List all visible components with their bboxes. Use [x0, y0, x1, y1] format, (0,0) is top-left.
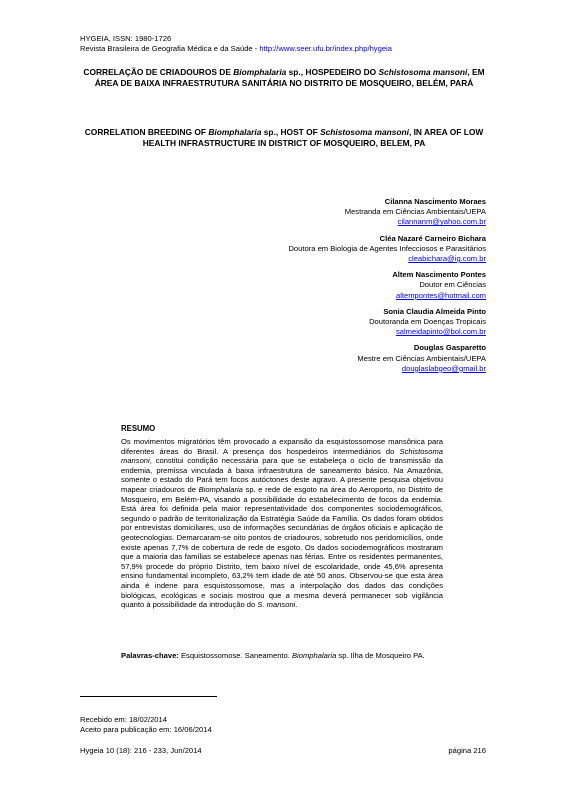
issn-line: HYGEIA, ISSN: 1980-1726 — [80, 34, 172, 43]
title-en-part: , IN AREA OF LOW HEALTH INFRASTRUCTURE IN DISTRICT OF MOSQUEIRO, BELEM, PA — [142, 127, 484, 148]
author-role: Mestranda em Ciências Ambientais/UEPA — [344, 207, 486, 217]
citation: Hygeia 10 (18): 216 - 233, Jun/2014 — [80, 746, 202, 755]
abstract-part: , constitui condição necessária para que se estabeleça o ciclo de transmissão da endemia, premissa vinculada à baixa infraestrutura de saneamento básico. Na Amazônia, somente o estado do Pará tem focos autóctones deste agravo. A presente pesquisa objetivou mapear criadouros de — [121, 456, 443, 494]
author-email-link[interactable]: cleabichara@ig.com.br — [408, 254, 486, 264]
journal-line — [80, 44, 392, 54]
author-name: Douglas Gasparetto — [413, 343, 486, 353]
title-en-genus: Biomphalaria — [208, 127, 262, 137]
title-pt-species: Schistosoma mansoni — [378, 67, 468, 77]
author-role: Doutoranda em Doenças Tropicais — [369, 317, 486, 327]
abstract-italic: Biomphalaria — [198, 484, 243, 494]
author-name: Sonia Claudia Almeida Pinto — [383, 306, 486, 316]
abstract-heading: RESUMO — [121, 424, 156, 433]
author-email-link[interactable]: altempontes@hotmail.com — [395, 290, 486, 300]
abstract-text — [121, 437, 443, 610]
received-date: Recebido em: 18/02/2014 — [80, 715, 167, 724]
author-name: Cléa Nazaré Carneiro Bichara — [379, 233, 486, 243]
journal-header — [80, 34, 392, 54]
author-name: Altem Nascimento Pontes — [392, 270, 486, 280]
title-en-part: sp., HOST OF — [261, 127, 321, 137]
author-block — [166, 234, 486, 265]
keywords-text: sp. Ilha de Mosqueiro PA. — [336, 651, 425, 660]
journal-name: Revista Brasileira de Geografia Médica e da Saúde - — [80, 44, 260, 53]
abstract-italic: S. mansoni — [257, 600, 296, 610]
title-en-part: CORRELATION BREEDING OF — [84, 127, 209, 137]
author-name: Cilanna Nascimento Moraes — [384, 197, 486, 206]
author-email-link[interactable]: salmeidapinto@bol.com.br — [395, 327, 486, 337]
abstract-part: . — [295, 600, 298, 610]
author-block — [166, 270, 486, 301]
author-list — [166, 197, 486, 380]
accepted-date: Aceito para publicação em: 16/06/2014 — [80, 725, 212, 734]
author-block — [166, 197, 486, 228]
author-role: Mestre em Ciências Ambientais/UEPA — [357, 353, 486, 363]
abstract-italic: Schistosoma mansoni — [121, 446, 443, 466]
page-number: página 216 — [448, 746, 486, 755]
author-block — [166, 343, 486, 374]
author-role: Doutora em Biologia de Agentes Infecciosos e Parasitários — [288, 243, 486, 253]
keywords-italic: Biomphalaria — [291, 651, 337, 660]
keywords-label: Palavras-chave: — [121, 651, 179, 660]
title-pt-part: , EM ÁREA DE BAIXA INFRAESTRUTURA SANITÁRIA NO DISTRITO DE MOSQUEIRO, BELÉM, PARÁ — [94, 67, 485, 88]
title-english — [80, 127, 488, 149]
title-pt-genus: Biomphalaria — [233, 67, 287, 77]
footnote-divider — [80, 696, 217, 697]
submission-dates — [80, 715, 212, 735]
author-role: Doutor em Ciências — [419, 280, 486, 290]
journal-url-link[interactable]: http://www.seer.ufu.br/index.php/hygeia — [259, 44, 392, 53]
abstract-part: Os movimentos migratórios têm provocado a expansão da esquistossomose mansônica para diferentes áreas do Brasil. A presença dos hospedeiros intermediários do — [121, 437, 443, 456]
page-footer — [80, 746, 486, 755]
abstract-part: sp. e rede de esgoto na área do Aeroporto, no Distrito de Mosqueiro, em Belém-PA, visando a possibilidade do estabelecimento de focos da endemia. Está área foi definida pela maior representatividade dos componentes sociodemográficos, segundo o padrão de territorialização da Estratégia Saúde da Família. Os dados foram obtidos por entrevistas domiciliares, uso de informações secundárias de órgãos oficiais e aplicação de geotecnologias. Demarcaram-se oito pontos de criadouros, sobretudo nos peridomicílios, onde existe apenas 7,7% de cobertura de rede de esgoto. Os dados sociodemográficos mostraram que a maioria das famílias se estabelece apenas nas férias. Entre os residentes permanentes, 57,9% procede do próprio Distrito, tem baixo nível de escolaridade, onde 45,6% apresenta ensino fundamental incompleto, 63,2% tem idade de até 50 anos. Observou-se que esta área ainda é indene para esquistossomose, mas a interpolação dos dados das condições biológicas, ecológicas e sociais mostrou que a mesma deverá permanecer sob vigilância quanto à possibilidade da introdução do — [121, 484, 443, 610]
keywords-text: Esquistossomose. Saneamento. — [178, 651, 292, 660]
author-block — [166, 307, 486, 338]
title-pt-part: sp., HOSPEDEIRO DO — [286, 67, 379, 77]
title-en-species: Schistosoma mansoni — [320, 127, 409, 137]
title-portuguese — [80, 67, 488, 89]
author-email-link[interactable]: douglaslabgeo@gmail.br — [401, 363, 486, 373]
title-pt-part: CORRELAÇÃO DE CRIADOUROS DE — [83, 67, 234, 77]
keywords — [121, 651, 443, 661]
author-email-link[interactable]: cilannanm@yahoo.com.br — [397, 217, 486, 227]
